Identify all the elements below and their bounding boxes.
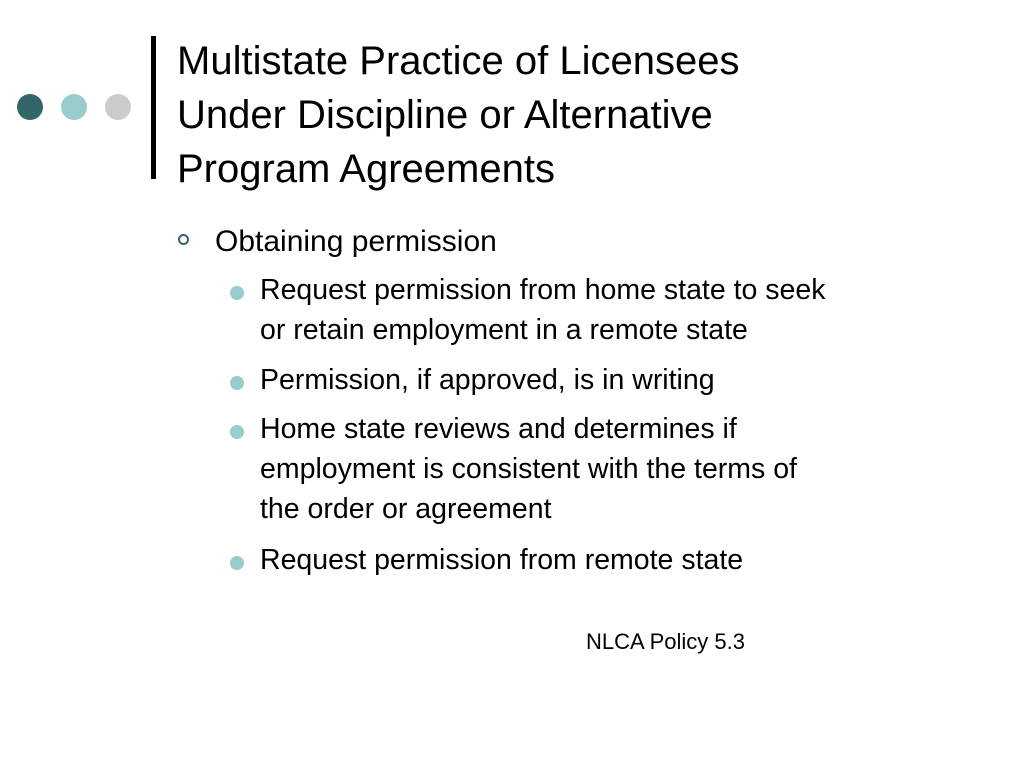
sub-bullet-item — [260, 540, 743, 580]
filled-dot-icon — [230, 556, 244, 570]
bullet-line: Home state reviews and determines if — [260, 413, 737, 445]
sub-bullet-item — [260, 360, 715, 400]
policy-reference: NLCA Policy 5.3 — [586, 629, 745, 654]
bullet-line: Permission, if approved, is in writing — [260, 364, 715, 396]
bullet-line: or retain employment in a remote state — [260, 314, 748, 346]
filled-dot-icon — [230, 425, 244, 439]
title-line: Program Agreements — [177, 147, 555, 191]
bullet-line: Request permission from remote state — [260, 544, 744, 576]
filled-dot-icon — [230, 286, 244, 300]
sub-bullet-item — [260, 409, 797, 529]
bullet-line: Request permission from home state to seek — [260, 274, 826, 306]
sub-bullet-item — [260, 270, 826, 350]
bullet-heading: Obtaining permission — [215, 225, 497, 258]
title-line: Multistate Practice of Licensees — [177, 39, 740, 83]
bullet-line: the order or agreement — [260, 493, 552, 525]
title-line: Under Discipline or Alternative — [177, 93, 713, 137]
filled-dot-icon — [230, 376, 244, 390]
bullet-line: employment is consistent with the terms of — [260, 453, 797, 485]
ring-bullet-icon — [178, 234, 189, 245]
